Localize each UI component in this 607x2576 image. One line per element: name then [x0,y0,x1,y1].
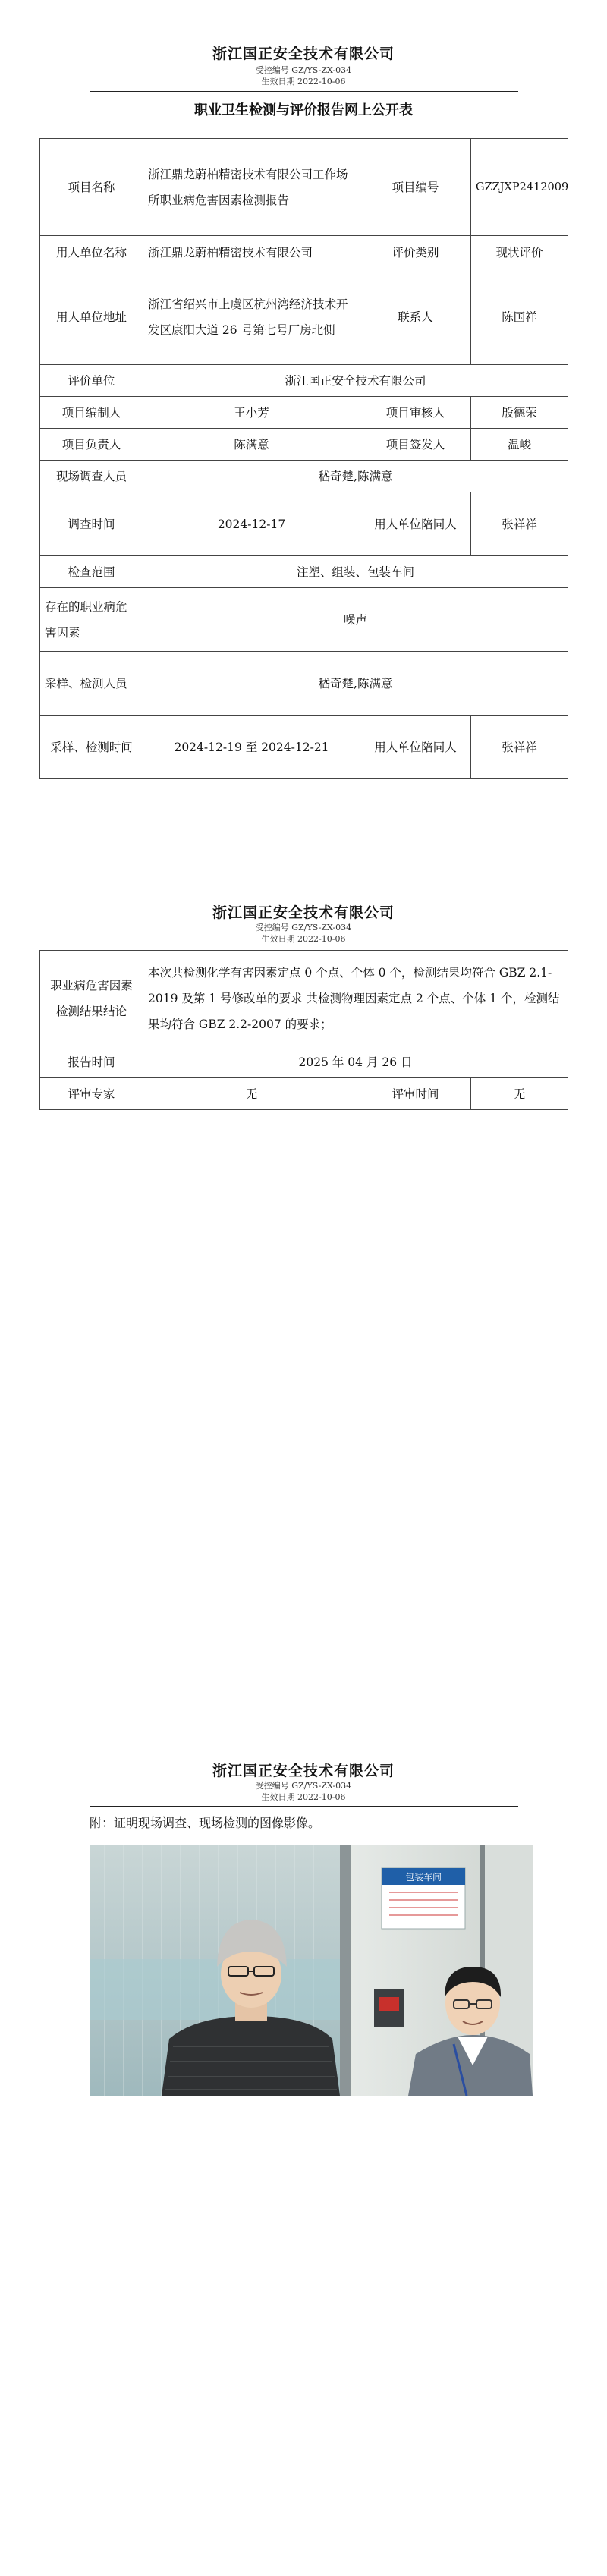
address-label: 用人单位地址 [40,269,143,365]
project-name-label: 项目名称 [40,139,143,236]
reviewer-value: 殷德荣 [471,397,568,429]
table-row [40,652,568,716]
compiler-value: 王小芳 [143,397,360,429]
employer-label: 用人单位名称 [40,236,143,269]
form-title: 职业卫生检测与评价报告网上公开表 [194,102,413,118]
contact-label: 联系人 [360,269,471,365]
table-row [40,429,568,461]
issuer-label: 项目签发人 [360,429,471,461]
eval-unit-value: 浙江国正安全技术有限公司 [143,365,568,397]
eval-unit-label: 评价单位 [40,365,143,397]
hazards-value: 噪声 [143,588,568,652]
table-row [40,556,568,588]
survey-time-value: 2024-12-17 [143,492,360,556]
doc-code: 受控编号 GZ/YS-ZX-034 [255,923,352,933]
table-row [40,365,568,397]
survey-time-label: 调查时间 [40,492,143,556]
eval-type-value: 现状评价 [471,236,568,269]
issuer-value: 温峻 [471,429,568,461]
review-time-value: 无 [471,1078,568,1110]
header-rule [90,1806,518,1807]
company-name: 浙江国正安全技术有限公司 [212,904,395,921]
conclusion-value: 本次共检测化学有害因素定点 0 个点、个体 0 个，检测结果均符合 GBZ 2.1-2019 及第 1 号修改单的要求 共检测物理因素定点 2 个点、个体 1 个，检测结果均符合 GBZ 2.2-2007 的要求； [143,951,568,1046]
site-photo [90,1845,533,2096]
table-row [40,951,568,1046]
table-row [40,269,568,365]
table-row [40,236,568,269]
accompany-label: 用人单位陪同人 [360,492,471,556]
sampling-time-value: 2024-12-19 至 2024-12-21 [143,716,360,779]
conclusion-label: 职业病危害因素检测结果结论 [40,951,143,1046]
contact-value: 陈国祥 [471,269,568,365]
surveyors-value: 嵇奇楚,陈满意 [143,461,568,492]
eval-type-label: 评价类别 [360,236,471,269]
sign-text: 包装车间 [404,1872,442,1882]
compiler-label: 项目编制人 [40,397,143,429]
scope-value: 注塑、组装、包装车间 [143,556,568,588]
address-value: 浙江省绍兴市上虞区杭州湾经济技术开发区康阳大道 26 号第七号厂房北侧 [143,269,360,365]
table-row [40,461,568,492]
accompany2-value: 张祥祥 [471,716,568,779]
report-time-label: 报告时间 [40,1046,143,1078]
table-row [40,139,568,236]
doc-code: 受控编号 GZ/YS-ZX-034 [255,1781,352,1791]
effective-date: 生效日期 2022-10-06 [261,77,346,86]
company-name: 浙江国正安全技术有限公司 [212,1763,395,1779]
table-row [40,1046,568,1078]
effective-date: 生效日期 2022-10-06 [261,1792,346,1802]
report-time-value: 2025 年 04 月 26 日 [143,1046,568,1078]
project-no-label: 项目编号 [360,139,471,236]
company-name: 浙江国正安全技术有限公司 [212,46,395,62]
sampling-staff-label: 采样、检测人员 [40,652,143,716]
employer-value: 浙江鼎龙蔚柏精密技术有限公司 [143,236,360,269]
sampling-time-label: 采样、检测时间 [40,716,143,779]
attachment-note: 附：证明现场调查、现场检测的图像影像。 [90,1816,321,1830]
table-row [40,588,568,652]
leader-label: 项目负责人 [40,429,143,461]
review-time-label: 评审时间 [360,1078,471,1110]
experts-label: 评审专家 [40,1078,143,1110]
conclusion-table [39,950,568,1110]
scope-label: 检查范围 [40,556,143,588]
project-no-value: GZZJXP2412009 [471,139,568,236]
surveyors-label: 现场调查人员 [40,461,143,492]
hazards-label: 存在的职业病危害因素 [40,588,143,652]
table-row [40,397,568,429]
leader-value: 陈满意 [143,429,360,461]
header-rule [90,91,518,92]
doc-code: 受控编号 GZ/YS-ZX-034 [255,65,352,75]
table-row [40,492,568,556]
table-row [40,1078,568,1110]
table-row [40,716,568,779]
project-info-table [39,138,568,779]
experts-value: 无 [143,1078,360,1110]
project-name-value: 浙江鼎龙蔚柏精密技术有限公司工作场所职业病危害因素检测报告 [143,139,360,236]
site-photo-illustration [90,1845,533,2096]
accompany2-label: 用人单位陪同人 [360,716,471,779]
accompany-value: 张祥祥 [471,492,568,556]
sampling-staff-value: 嵇奇楚,陈满意 [143,652,568,716]
reviewer-label: 项目审核人 [360,397,471,429]
effective-date: 生效日期 2022-10-06 [261,934,346,944]
